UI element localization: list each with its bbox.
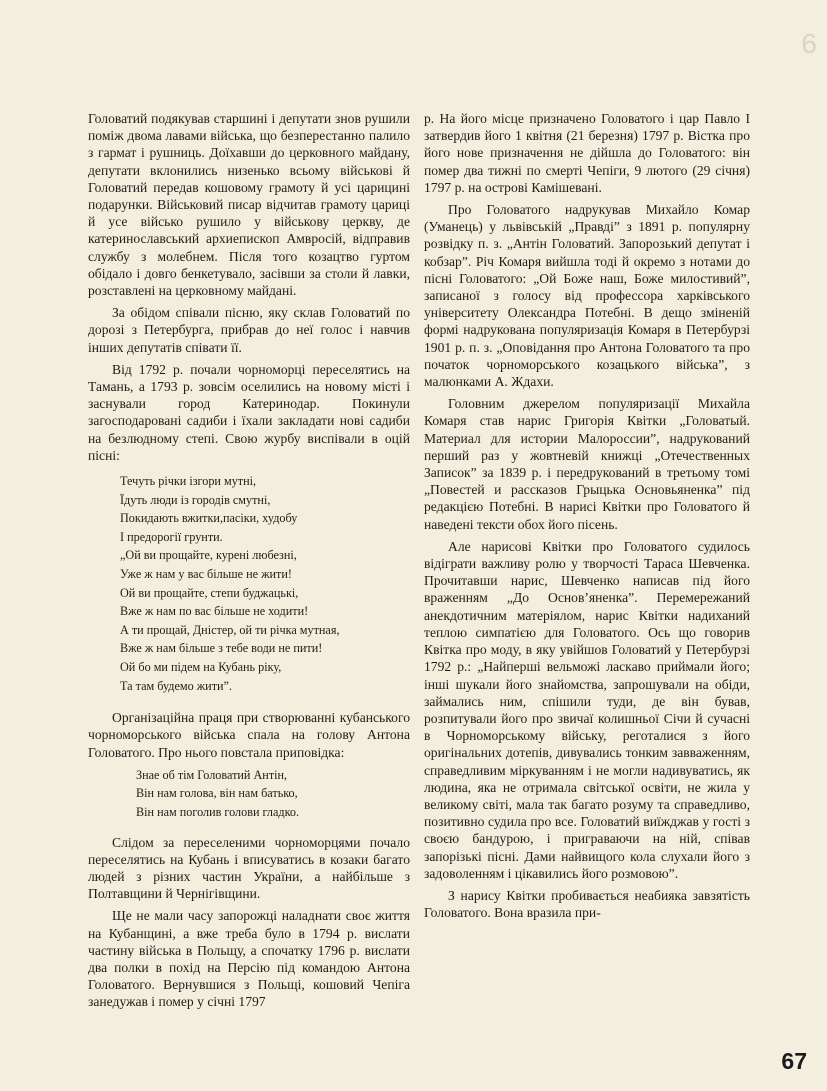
verse-line: Уже ж нам у вас більше не жити!: [120, 567, 292, 582]
paragraph: Головним джерелом популяризації Михайла Комаря став нарис Григорія Квітки „Головатый. Материал для истории Малороссии”, надрукований перший раз у жовтневій книжці „Отечественных Записок” за 1839 р. і передрукований в третьому томі „Повестей и рассказов Грыцька Основьяненка” під редакцією Потебні. В нарисі Квітки про Головатого й наведені тексти обох його пісень.: [424, 396, 750, 532]
paragraph: Від 1792 р. почали чорноморці переселятись на Тамань, а 1793 р. зовсім оселились на новому місті і заснували город Катеринодар. Покинули загосподаровані садиби і їхали закладати нові садиби на безлюдному степі. Свою журбу виспівали в оцій пісні:: [88, 361, 410, 463]
verse-line: Знае об тім Головатий Антін,: [136, 767, 288, 782]
verse-line: Покидають вжитки,пасіки, худобу: [120, 511, 298, 526]
paragraph: Організаційна праця при створюванні кубанського чорноморського війська спала на голову Антона Головатого. Про нього повстала приповідка:: [88, 710, 410, 760]
page-number: 67: [781, 1048, 807, 1074]
left-column: [88, 110, 410, 1016]
verse-line: Ой бо ми підем на Кубань ріку,: [120, 660, 282, 674]
verse-line: А ти прощай, Дністер, ой ти річка мутная,: [120, 622, 340, 637]
verse-line: Ой ви прощайте, степи буджацькі,: [120, 585, 299, 600]
right-column: [424, 110, 750, 926]
saying-verse: [88, 766, 410, 822]
verse-line: Та там будемо жити”.: [120, 678, 233, 693]
verse-line: Вже ж нам по вас більше не ходити!: [120, 604, 309, 619]
paragraph: Головатий подякував старшині і депутати знов рушили поміж двома лавами війська, що безперестанно палило з гармат і рушниць. Доїхавши до церковного майдану, депутати вклонились низенько всьому військові й Головатий передав кошовому грамоту й усі царицині подарунки. Військовий писар відчитав грамоту цариці й усе військо рушило у військову церкву, де катеринославський архиепископ Амвросій, відправив службу з молебнем. Після того козацтво гуртом обідало і довго бенкетувало, засівши за столи й лавки, розставлені на церковному майдані.: [88, 111, 410, 299]
verse-line: Їдуть люди із городів смутні,: [120, 492, 271, 507]
verse-line: Він нам голова, він нам батько,: [136, 786, 298, 801]
verse-line: Він нам поголив голови гладко.: [136, 804, 300, 819]
paragraph: За обідом співали пісню, яку склав Головатий по дорозі з Петербурга, прибрав до неї голос і навчив інших депутатів співати її.: [88, 305, 410, 355]
song-verse: [88, 472, 410, 695]
paragraph: р. На його місце призначено Головатого і цар Павло І затвердив його 1 квітня (21 березня) 1797 р. Вістка про його нове призначення не дійшла до Головатого: він помер два тижні по смерті Чепіги, 9 лютого (29 січня) 1797 р. на острові Камішевані.: [424, 111, 750, 195]
paragraph: З нарису Квітки пробивається неабияка завзятість Головатого. Вона вразила при-: [424, 887, 750, 921]
verse-line: Течуть річки ізгори мутні,: [120, 474, 257, 489]
paragraph: Слідом за переселеними чорноморцями почало переселятись на Кубань і вписуватись в козаки багато людей з різних частин України, а найбільше з Полтавщини й Чернігівщини.: [88, 834, 410, 902]
verse-line: „Ой ви прощайте, курені любезні,: [120, 548, 297, 563]
corner-pencil-mark: 6: [801, 28, 817, 59]
verse-line: І предорогії грунти.: [120, 529, 223, 544]
paragraph: Про Головатого надрукував Михайло Комар (Уманець) у львівській „Правді” з 1891 р. популярну розвідку п. з. „Антін Головатий. Запорозький депутат і кобзар”. Річ Комаря вийшла тоді й окремо з нотами до пісні Головатого: „Ой Боже наш, Боже милостивий”, записаної з голосу від профессора харківського університету Олександра Потебні. В дещо зміненій формі надрукована популяризація Комаря в Петербурзі 1901 р. п. з. „Оповідання про Антона Головатого та про початок чорноморського козацького війська”, з малюнками А. Ждахи.: [424, 202, 750, 390]
paragraph: Але нарисові Квітки про Головатого судилось відіграти важливу ролю у творчості Тараса Шевченка. Прочитавши нарис, Шевченко написав під його враженням „До Основ’яненка”. Перемережаний анекдотичним матеріялом, нарис Квітки надиханий теплою симпатією для Головатого. Ось що говорив Квітка про моду, в яку увійшов Головатий у Петербурзі 1792 р.: „Найперші вельможі ласкаво приймали його; інші шукали його знайомства, запрошували на обіди, займались ним, спішили туди, де він бував, розпитували його про звичаї колишньої Січи й сучасні в Чорноморському війську, реготалися з його оригінальних дотепів, дивувались тонким завваженням, справедливим міркуванням і не могли надивуватись, як людина, яка не отримала світської освіти, не жила у великому світі, мала так багато розуму та справедливо, позитивно судила про все. Головатий виїжджав у гості з своєю бандурою, і приграваючи на ній, співав запорізькі пісні. Дами найвищого кола слухали його з задоволенням і цікавились його розмовою”.: [424, 538, 750, 881]
paragraph: Ще не мали часу запорожці наладнати своє життя на Кубанщині, а вже треба було в 1794 р. вислати частину війська в Польщу, а спочатку 1796 р. вислати два полки в похід на Персію під командою Антона Головатого. Вернувшися з Польщі, кошовий Чепіга занедужав і помер у січні 1797: [88, 908, 410, 1010]
verse-line: Вже ж нам більше з тебе води не пити!: [120, 641, 323, 656]
